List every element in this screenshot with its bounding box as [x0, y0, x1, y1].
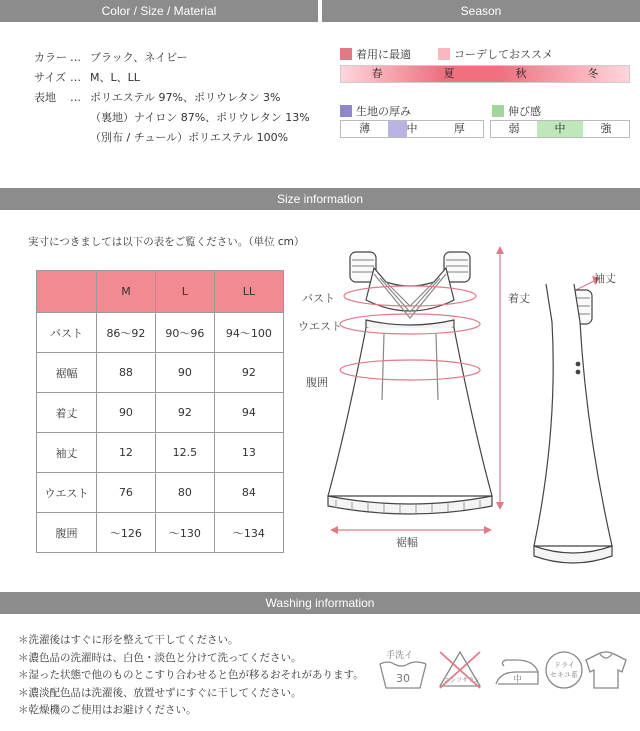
washing-notes — [18, 632, 364, 720]
iron-text: 中 — [513, 675, 523, 685]
dress-diagram — [296, 230, 636, 579]
row-label: 腹囲 — [37, 513, 97, 553]
legend-best-label: 着用に最適 — [356, 48, 411, 61]
size-value: M、L、LL — [90, 71, 140, 84]
waist-label: ウエスト — [298, 320, 342, 333]
size-col-m: M — [97, 271, 156, 313]
size-label: サイズ — [34, 71, 67, 84]
tulle-value: （別布 / チュール）ポリエステル 100% — [90, 131, 289, 144]
length-label: 着丈 — [508, 292, 530, 305]
stretch-title: 伸び感 — [508, 105, 541, 118]
legend-best — [340, 46, 411, 62]
row-label: 着丈 — [37, 393, 97, 433]
size-intro: 実寸につきましては以下の表をご覧ください。（単位 cm） — [28, 236, 305, 248]
separator: … — [70, 71, 81, 84]
cell-value: 〜130 — [155, 513, 214, 553]
table-row — [37, 473, 284, 513]
washing-information-header: Washing information — [0, 592, 640, 614]
washing-note: ＊乾燥機のご使用はお避けください。 — [18, 704, 197, 716]
cell-value: 〜134 — [214, 513, 283, 553]
cell-value: 〜126 — [97, 513, 156, 553]
color-size-material-header: Color / Size / Material — [0, 0, 318, 22]
wash-temp-text: 30 — [396, 672, 410, 685]
cell-value: 90 — [155, 353, 214, 393]
cell-value: 94 — [214, 393, 283, 433]
legend-coord-label: コーデしておススメ — [454, 48, 553, 61]
thickness-thin: 薄 — [359, 122, 371, 135]
stretch-legend — [492, 103, 541, 119]
cell-value: 88 — [97, 353, 156, 393]
dress-illustration — [296, 230, 636, 576]
table-row — [37, 393, 284, 433]
season-spring: 春 — [371, 67, 383, 80]
size-col-l: L — [155, 271, 214, 313]
washing-note: ＊湿った状態で他のものとこすり合わせると色が移るおそれがあります。 — [18, 669, 364, 681]
no-bleach-icon — [440, 652, 480, 688]
cell-value: 80 — [155, 473, 214, 513]
belly-label: 腹囲 — [306, 376, 328, 389]
season-bar — [340, 65, 630, 83]
cell-value: 86〜92 — [97, 313, 156, 353]
row-label: 袖丈 — [37, 433, 97, 473]
washing-note: ＊濃淡配色品は洗濯後、放置せずにすぐに干してください。 — [18, 686, 302, 699]
season-header: Season — [322, 0, 640, 22]
dry-clean-icon — [546, 652, 582, 688]
cell-value: 13 — [214, 433, 283, 473]
stretch-strong: 強 — [600, 122, 612, 135]
thickness-scale — [340, 120, 484, 138]
thickness-medium: 中 — [388, 121, 435, 137]
cell-value: 94〜100 — [214, 313, 283, 353]
cell-value: 90〜96 — [155, 313, 214, 353]
size-table-corner — [37, 271, 97, 313]
hand-wash-icon — [380, 649, 426, 688]
cell-value: 12 — [97, 433, 156, 473]
size-information-header: Size information — [0, 188, 640, 210]
hem-label: 裾幅 — [396, 536, 418, 549]
separator: … — [70, 51, 81, 64]
row-label: 裾幅 — [37, 353, 97, 393]
row-label: ウエスト — [37, 473, 97, 513]
best-swatch — [340, 48, 352, 60]
care-symbols — [378, 646, 632, 692]
thickness-legend — [340, 103, 411, 119]
thickness-thick: 厚 — [453, 122, 465, 135]
size-table-header — [37, 271, 284, 313]
stretch-medium: 中 — [537, 121, 583, 137]
fabric-value: ポリエステル 97%、ポリウレタン 3% — [90, 91, 281, 104]
washing-icons — [378, 646, 632, 695]
color-value: ブラック、ネイビー — [90, 51, 188, 64]
season-winter: 冬 — [587, 67, 599, 80]
legend-coord — [438, 46, 553, 62]
table-row — [37, 353, 284, 393]
season-autumn: 秋 — [515, 67, 527, 80]
size-table — [36, 270, 284, 553]
washing-note: ＊洗濯後はすぐに形を整えて干してください。 — [18, 634, 239, 646]
row-label: バスト — [37, 313, 97, 353]
dry-clean-text: ドライ — [554, 661, 575, 669]
season-summer: 夏 — [443, 67, 455, 80]
cell-value: 84 — [214, 473, 283, 513]
thickness-title: 生地の厚み — [356, 105, 411, 118]
stretch-scale — [490, 120, 630, 138]
size-col-ll: LL — [214, 271, 283, 313]
fabric-label: 表地 — [34, 91, 56, 104]
washing-note: ＊濃色品の洗濯時は、白色・淡色と分けて洗ってください。 — [18, 651, 302, 664]
table-row — [37, 313, 284, 353]
hand-wash-text: 手洗イ — [386, 651, 414, 661]
cell-value: 92 — [214, 353, 283, 393]
iron-icon — [496, 660, 538, 685]
bust-label: バスト — [302, 292, 335, 305]
separator: … — [70, 91, 81, 104]
no-bleach-text: エンソサラシ — [444, 677, 481, 684]
table-row — [37, 433, 284, 473]
thickness-swatch — [340, 105, 352, 117]
table-row — [37, 513, 284, 553]
coord-swatch — [438, 48, 450, 60]
cell-value: 90 — [97, 393, 156, 433]
cell-value: 76 — [97, 473, 156, 513]
shirt-dry-icon — [586, 652, 626, 688]
material-info — [34, 48, 310, 148]
stretch-swatch — [492, 105, 504, 117]
lining-value: （裏地）ナイロン 87%、ポリウレタン 13% — [90, 111, 310, 124]
stretch-weak: 弱 — [508, 122, 520, 135]
cell-value: 92 — [155, 393, 214, 433]
cell-value: 12.5 — [155, 433, 214, 473]
dry-clean-sub-text: セキユ系 — [550, 671, 578, 679]
color-label: カラー — [34, 51, 67, 64]
sleeve-label: 袖丈 — [594, 272, 616, 285]
